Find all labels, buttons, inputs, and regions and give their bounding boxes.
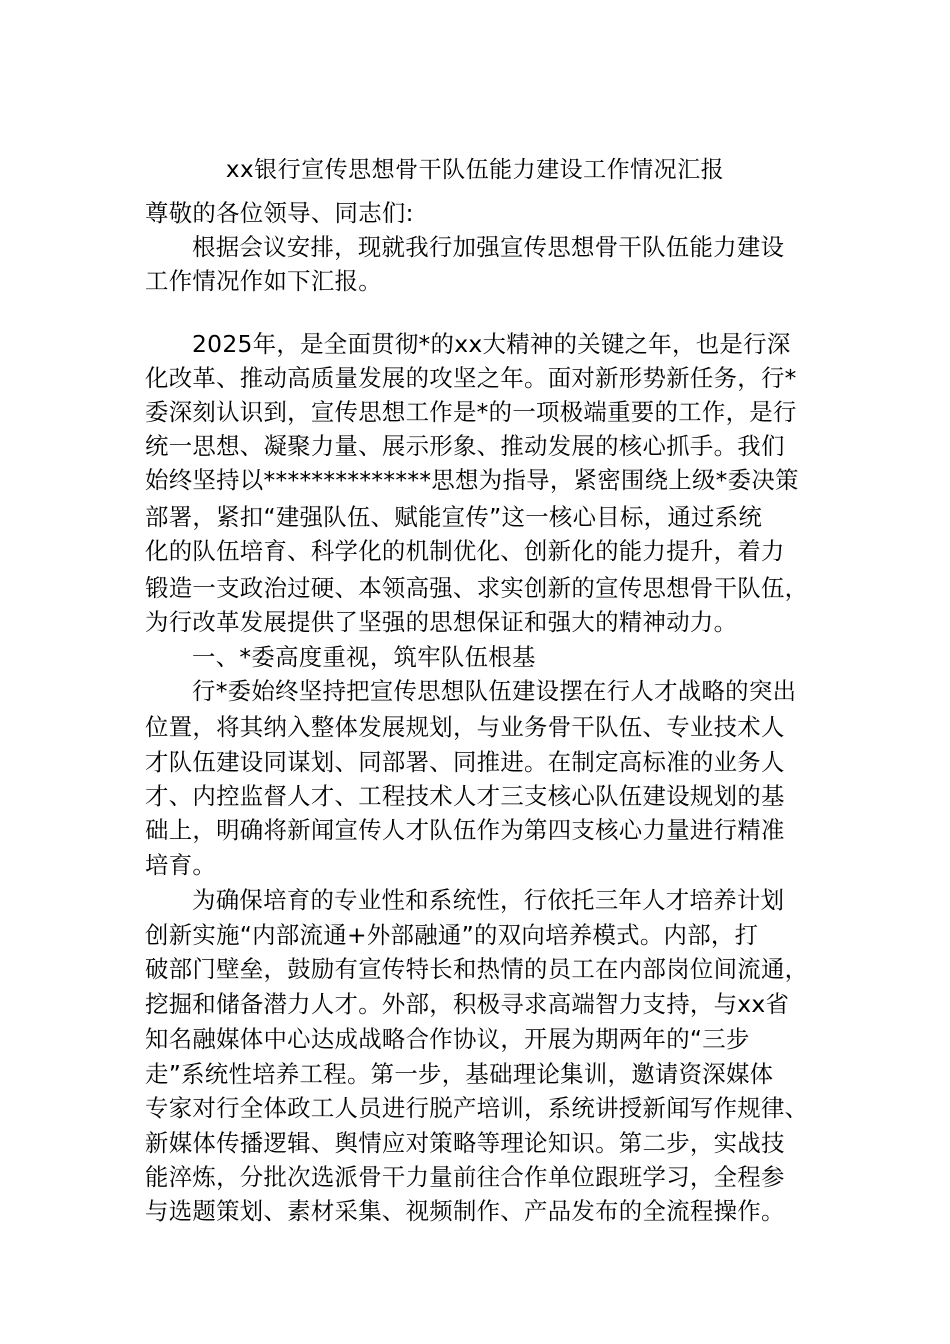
paragraph-line: 础上，明确将新闻宣传人才队伍作为第四支核心力量进行精准 <box>145 816 785 844</box>
paragraph-line: 化改革、推动高质量发展的攻坚之年。面对新形势新任务，行* <box>145 364 797 392</box>
paragraph-line: 才队伍建设同谋划、同部署、同推进。在制定高标准的业务人 <box>145 748 785 776</box>
paragraph-line: 2025年，是全面贯彻*的xx大精神的关键之年，也是行深 <box>192 330 791 358</box>
paragraph-line: 与选题策划、素材采集、视频制作、产品发布的全流程操作。 <box>145 1197 785 1225</box>
document-title: xx银行宣传思想骨干队伍能力建设工作情况汇报 <box>225 157 725 183</box>
paragraph-line: 工作情况作如下汇报。 <box>145 267 382 295</box>
paragraph-line: 走”系统性培养工程。第一步，基础理论集训，邀请资深媒体 <box>145 1060 774 1088</box>
paragraph-line: 始终坚持以**************思想为指导，紧密围绕上级*委决策 <box>145 466 799 494</box>
paragraph-line: 根据会议安排，现就我行加强宣传思想骨干队伍能力建设 <box>192 233 785 261</box>
salutation: 尊敬的各位领导、同志们: <box>145 199 414 227</box>
paragraph-line: 锻造一支政治过硬、本领高强、求实创新的宣传思想骨干队伍， <box>145 574 809 602</box>
paragraph-line: 专家对行全体政工人员进行脱产培训，系统讲授新闻写作规律、 <box>145 1094 809 1122</box>
paragraph-line: 部署，紧扣“建强队伍、赋能宣传”这一核心目标，通过系统 <box>145 503 763 531</box>
section-heading: 一、*委高度重视，筑牢队伍根基 <box>192 643 536 671</box>
paragraph-line: 破部门壁垒，鼓励有宣传特长和热情的员工在内部岗位间流通， <box>145 955 809 983</box>
paragraph-line: 才、内控监督人才、工程技术人才三支核心队伍建设规划的基 <box>145 782 785 810</box>
paragraph-line: 统一思想、凝聚力量、展示形象、推动发展的核心抓手。我们 <box>145 432 785 460</box>
paragraph-line: 新媒体传播逻辑、舆情应对策略等理论知识。第二步，实战技 <box>145 1129 785 1157</box>
paragraph-line: 挖掘和储备潜力人才。外部，积极寻求高端智力支持，与xx省 <box>145 990 790 1018</box>
paragraph-line: 创新实施“内部流通+外部融通”的双向培养模式。内部，打 <box>145 921 759 949</box>
paragraph-line: 位置，将其纳入整体发展规划，与业务骨干队伍、专业技术人 <box>145 713 785 741</box>
paragraph-line: 为行改革发展提供了坚强的思想保证和强大的精神动力。 <box>145 608 738 636</box>
paragraph-line: 化的队伍培育、科学化的机制优化、创新化的能力提升，着力 <box>145 537 785 565</box>
paragraph-line: 能淬炼，分批次选派骨干力量前往合作单位跟班学习，全程参 <box>145 1163 785 1191</box>
paragraph-line: 行*委始终坚持把宣传思想队伍建设摆在行人才战略的突出 <box>192 677 797 705</box>
paragraph-line: 培育。 <box>145 851 217 879</box>
paragraph-line: 知名融媒体中心达成战略合作协议，开展为期两年的“三步 <box>145 1025 750 1053</box>
paragraph-line: 为确保培育的专业性和系统性，行依托三年人才培养计划 <box>192 886 785 914</box>
paragraph-line: 委深刻认识到，宣传思想工作是*的一项极端重要的工作，是行 <box>145 398 797 426</box>
